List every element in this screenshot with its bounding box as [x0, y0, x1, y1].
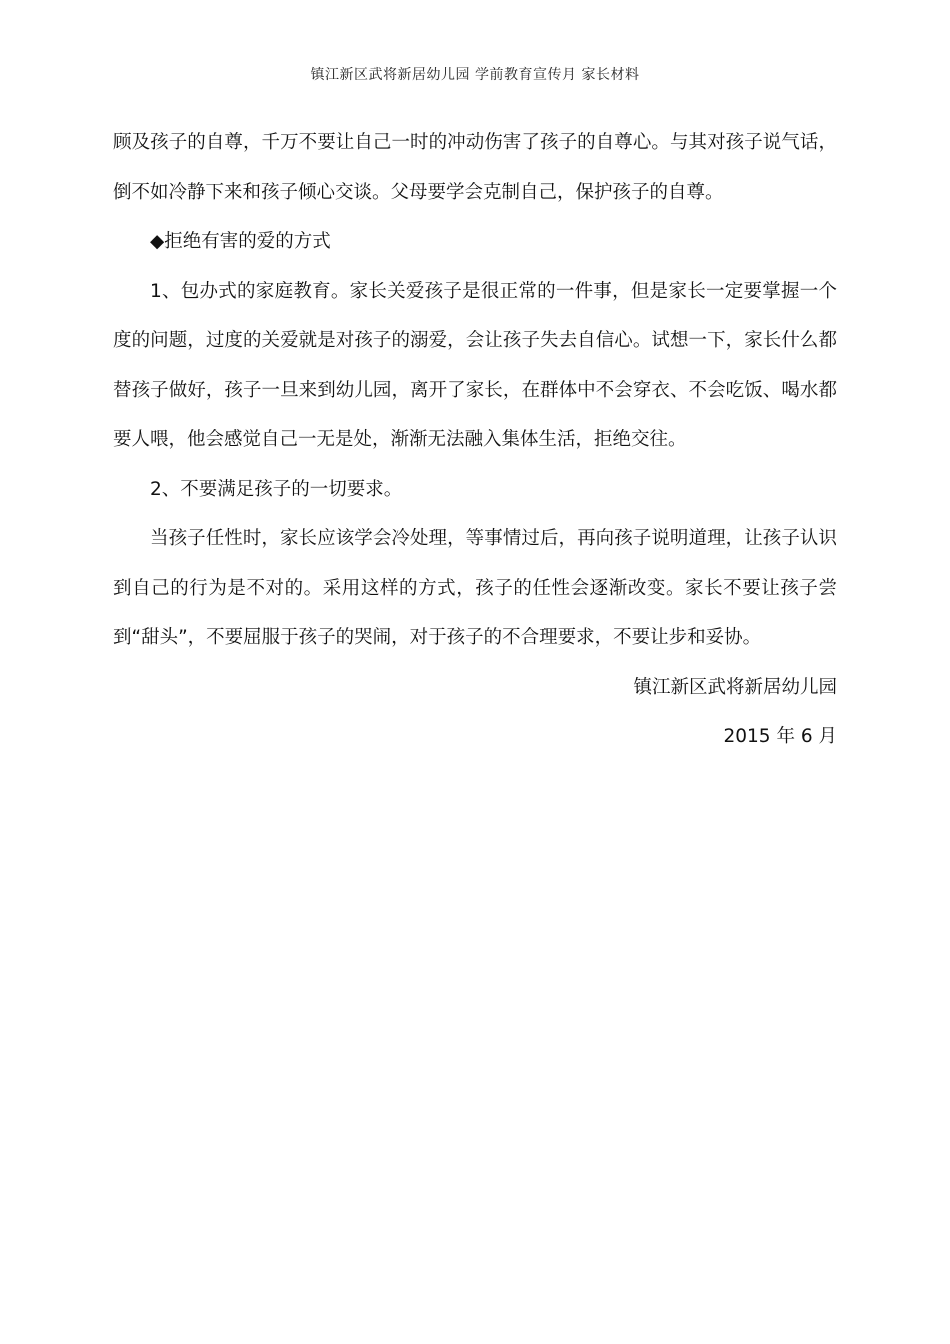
signature-organization: 镇江新区武将新居幼儿园: [633, 676, 837, 698]
paragraph-self-esteem: 顾及孩子的自尊，千万不要让自己一时的冲动伤害了孩子的自尊心。与其对孩子说气话，倒不如冷静下来和孩子倾心交谈。父母要学会克制自己，保护孩子的自尊。: [113, 132, 837, 203]
paragraph-overprotection: 1、包办式的家庭教育。家长关爱孩子是很正常的一件事，但是家长一定要掌握一个度的问题，过度的关爱就是对孩子的溺爱，会让孩子失去自信心。试想一下，家长什么都替孩子做好，孩子一旦来到幼儿园，离开了家长，在群体中不会穿衣、不会吃饭、喝水都要人喂，他会感觉自己一无是处，渐渐无法融入集体生活，拒绝交往。: [113, 280, 837, 450]
paragraph-willfulness: 当孩子任性时，家长应该学会冷处理，等事情过后，再向孩子说明道理，让孩子认识到自己的行为是不对的。采用这样的方式，孩子的任性会逐渐改变。家长不要让孩子尝到“甜头”，不要屈服于孩子的哭闹，对于孩子的不合理要求，不要让步和妥协。: [113, 528, 837, 648]
document-body: [113, 118, 837, 762]
section-heading: ◆拒绝有害的爱的方式: [150, 231, 331, 252]
signature-date: 2015 年 6 月: [723, 726, 837, 747]
paragraph-demands-title: 2、不要满足孩子的一切要求。: [150, 478, 403, 500]
running-header: 镇江新区武将新居幼儿园 学前教育宣传月 家长材料: [310, 67, 640, 83]
